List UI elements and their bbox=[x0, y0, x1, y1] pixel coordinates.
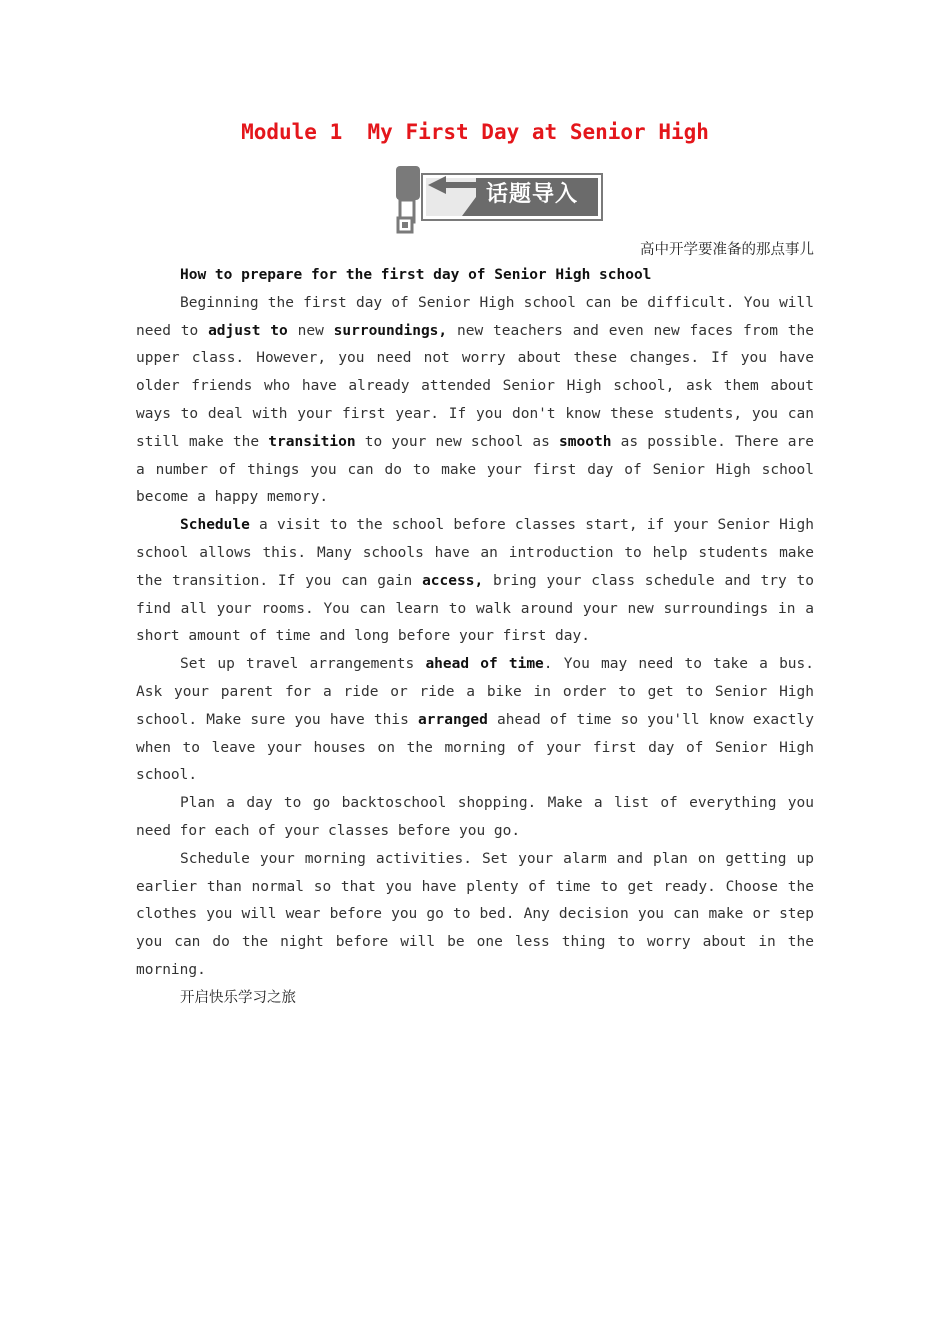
page-title: Module 1 My First Day at Senior High bbox=[241, 120, 709, 144]
key-phrase: adjust to bbox=[208, 322, 288, 339]
text-run: a visit to the school before classes start, if your Senior High school allows this. Many schools have an introduction to help students make the transition. If you can gain bbox=[136, 517, 814, 589]
key-phrase: smooth bbox=[559, 433, 612, 450]
chinese-subtitle: 高中开学要准备的那点事儿 bbox=[640, 242, 814, 258]
key-phrase: arranged bbox=[418, 711, 488, 728]
text-run: to your new school as bbox=[355, 433, 560, 450]
text-run: new bbox=[287, 322, 334, 339]
topic-intro-banner bbox=[392, 164, 606, 234]
text-run: Set up travel arrangements bbox=[180, 656, 426, 673]
paragraph-3 bbox=[136, 651, 814, 790]
paragraph-4: Plan a day to go backtoschool shopping. Make a list of everything you need for each of your classes before you go. bbox=[136, 795, 814, 839]
paragraph-2 bbox=[136, 512, 814, 651]
text-run: bring your class schedule and try to find all your rooms. You can learn to walk around your new surroundings in a short amount of time and long before your first day. bbox=[136, 572, 814, 645]
article bbox=[136, 262, 814, 1013]
chinese-footer: 开启快乐学习之旅 bbox=[180, 989, 296, 1006]
key-phrase: Schedule bbox=[180, 517, 250, 534]
key-phrase: ahead of time bbox=[425, 656, 544, 673]
text-run: new teachers and even new faces from the upper class. However, you need not worry about these changes. If you have older friends who have already attended Senior High school, ask them about ways to deal with your first year. If you don't know these students, you can still make the bbox=[136, 322, 814, 450]
key-phrase: surroundings, bbox=[333, 322, 448, 339]
text-run: ahead of time so you'll know exactly when to leave your houses on the morning of your first day of Senior High school. bbox=[136, 711, 814, 784]
paragraph-1 bbox=[136, 290, 814, 512]
text-run: . You may need to take a bus. Ask your parent for a ride or ride a bike in order to get to Senior High school. Make sure you have this bbox=[136, 656, 814, 728]
article-heading: How to prepare for the first day of Senior High school bbox=[180, 267, 652, 283]
paragraph-5: Schedule your morning activities. Set your alarm and plan on getting up earlier than normal so that you have plenty of time to get ready. Choose the clothes you will wear before you go to bed. Any decision you can make or step you can do the night before will be one less thing to worry about in the morning. bbox=[136, 850, 814, 978]
key-phrase: transition bbox=[268, 433, 356, 450]
banner-label: 话题导入 bbox=[485, 182, 578, 207]
key-phrase: access, bbox=[422, 572, 484, 589]
text-run: as possible. There are a number of things you can do to make your first day of Senior High school become a happy memory. bbox=[136, 433, 814, 506]
text-run: Beginning the first day of Senior High school can be difficult. You will need to bbox=[136, 294, 814, 339]
